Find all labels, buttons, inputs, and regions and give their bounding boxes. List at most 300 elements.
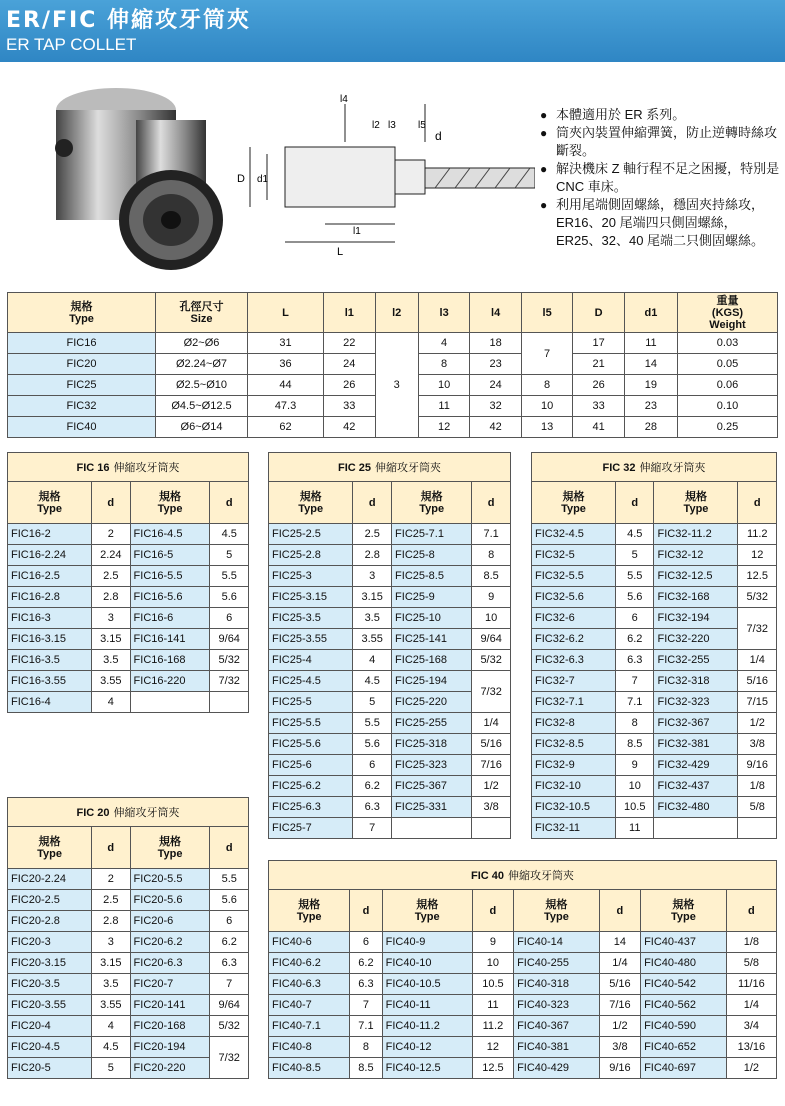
note-item: ● 利用尾端側固螺絲，穩固夾持絲攻，ER16、20 尾端四只側固螺絲，ER25、32、40 尾端二只側固螺絲。 [540, 196, 780, 250]
table-cell: FIC32-6 [532, 608, 616, 629]
table-cell: 2.8 [92, 911, 131, 932]
table-cell: 3/8 [472, 797, 511, 818]
table-cell: FIC20-5.5 [130, 869, 210, 890]
table-cell: FIC40-590 [641, 1016, 727, 1037]
table-cell: 9 [616, 755, 654, 776]
table-cell: 11 [624, 333, 677, 354]
table-row [269, 995, 777, 1016]
table-cell: FIC40-562 [641, 995, 727, 1016]
table-cell: 5.6 [210, 587, 249, 608]
table-cell: 44 [248, 375, 324, 396]
table-cell: 6.2 [210, 932, 249, 953]
table-cell: FIC25-10 [392, 608, 472, 629]
table-cell: 10 [521, 396, 573, 417]
table-cell: 7 [521, 333, 573, 375]
table-row [8, 692, 249, 713]
table-cell: FIC40-437 [641, 932, 727, 953]
table-cell: FIC32-8 [532, 713, 616, 734]
table-row [269, 932, 777, 953]
table-cell: FIC20-2.5 [8, 890, 92, 911]
table-row [269, 524, 511, 545]
table-cell: FIC40-12.5 [382, 1058, 472, 1079]
table-cell: FIC25-7.1 [392, 524, 472, 545]
table-cell: 3.15 [92, 953, 131, 974]
table-row [8, 545, 249, 566]
table-cell: FIC32-6.2 [532, 629, 616, 650]
note-item: ● 解決機床 Z 軸行程不足之困擾，特別是 CNC 車床。 [540, 160, 780, 196]
table-row [269, 587, 511, 608]
label-D: D [237, 173, 245, 185]
table-cell: 10 [418, 375, 470, 396]
collet-photo [36, 80, 226, 275]
table-cell: FIC40-11.2 [382, 1016, 472, 1037]
table-cell [210, 692, 249, 713]
table-cell: 1/4 [726, 995, 776, 1016]
table-cell: 10.5 [472, 974, 513, 995]
table-cell: FIC40-6 [269, 932, 350, 953]
table-cell: FIC32 [8, 396, 156, 417]
table-row [269, 953, 777, 974]
table-cell: FIC40-10 [382, 953, 472, 974]
dimension-diagram [235, 92, 535, 267]
table-cell: L [248, 293, 324, 333]
table-cell: 47.3 [248, 396, 324, 417]
label-l2: l2 [372, 120, 380, 131]
table-row [269, 566, 511, 587]
table-cell: FIC32-10 [532, 776, 616, 797]
table-row [532, 524, 777, 545]
table-cell: FIC32-11 [532, 818, 616, 839]
table-row [269, 797, 511, 818]
table-cell: 2.5 [92, 566, 131, 587]
table-cell: 32 [470, 396, 522, 417]
table-row [8, 1016, 249, 1037]
fic40-table [268, 860, 777, 1079]
table-cell: 6.3 [353, 797, 392, 818]
label-d1: d1 [257, 174, 269, 185]
table-cell: 6 [353, 755, 392, 776]
table-cell: 6.3 [350, 974, 382, 995]
table-cell: 6.2 [616, 629, 654, 650]
table-cell: 9/16 [738, 755, 777, 776]
col-type: 規格 Type [269, 890, 350, 932]
table-cell: FIC32-5.5 [532, 566, 616, 587]
table-cell: 1/2 [726, 1058, 776, 1079]
col-d: d [350, 890, 382, 932]
table-cell: 7/15 [738, 692, 777, 713]
col-d: d [92, 827, 131, 869]
page-title: ER/FIC 伸縮攻牙筒夾 [6, 8, 252, 33]
table-cell: FIC16-2.24 [8, 545, 92, 566]
table-cell: FIC16 [8, 333, 156, 354]
table-cell: FIC25-5 [269, 692, 353, 713]
table-row [269, 671, 511, 692]
table-cell: 孔徑尺寸 Size [156, 293, 248, 333]
table-cell: 24 [470, 375, 522, 396]
note-item: ● 本體適用於 ER 系列。 [540, 106, 780, 124]
table-cell: 7 [210, 974, 249, 995]
table-cell: 8 [472, 545, 511, 566]
table-cell: FIC20-7 [130, 974, 210, 995]
label-l3: l3 [388, 120, 396, 131]
table-cell: 5/8 [726, 953, 776, 974]
table-cell: FIC20-2.24 [8, 869, 92, 890]
fic20-table [7, 797, 249, 1079]
table-cell: 3 [353, 566, 392, 587]
table-cell: 1/4 [738, 650, 777, 671]
table-cell: 0.10 [678, 396, 778, 417]
table-row [269, 713, 511, 734]
table-cell: 5.5 [210, 869, 249, 890]
table-cell: 7.1 [350, 1016, 382, 1037]
table-cell: 0.03 [678, 333, 778, 354]
table-cell: 7/32 [210, 671, 249, 692]
table-cell: l4 [470, 293, 522, 333]
fic16-table [7, 452, 249, 713]
table-cell: 7 [350, 995, 382, 1016]
table-cell: FIC25-6.3 [269, 797, 353, 818]
col-type: 規格 Type [641, 890, 727, 932]
table-cell: 9 [472, 587, 511, 608]
table-cell: 8 [616, 713, 654, 734]
table-row [269, 629, 511, 650]
table-cell: FIC20-220 [130, 1058, 210, 1079]
table-cell: 11 [616, 818, 654, 839]
table-cell: 9/64 [210, 995, 249, 1016]
table-cell: FIC25-331 [392, 797, 472, 818]
table-cell: 2 [92, 524, 131, 545]
table-cell: 12.5 [472, 1058, 513, 1079]
table-cell: 6.2 [350, 953, 382, 974]
table-row [8, 566, 249, 587]
table-row [532, 608, 777, 629]
table-cell: FIC20-194 [130, 1037, 210, 1058]
table-cell: 0.05 [678, 354, 778, 375]
table-cell: 4 [92, 692, 131, 713]
col-type: 規格 Type [8, 827, 92, 869]
table-cell: FIC40-9 [382, 932, 472, 953]
table-row [8, 650, 249, 671]
col-type: 規格 Type [269, 482, 353, 524]
table-cell: 7/16 [599, 995, 640, 1016]
note-item: ● 筒夾內裝置伸縮彈簧，防止逆轉時絲攻斷裂。 [540, 124, 780, 160]
table-cell: FIC16-6 [130, 608, 210, 629]
table-cell: 17 [573, 333, 625, 354]
table-row [269, 755, 511, 776]
table-cell: 5/32 [472, 650, 511, 671]
col-d: d [599, 890, 640, 932]
table-cell: 26 [324, 375, 376, 396]
table-cell: 13 [521, 417, 573, 438]
table-cell: FIC32-168 [654, 587, 738, 608]
table-cell: 6.3 [616, 650, 654, 671]
table-cell: 5.5 [616, 566, 654, 587]
table-cell: 5/16 [472, 734, 511, 755]
table-cell: 2.5 [353, 524, 392, 545]
table-row [532, 587, 777, 608]
table-cell: FIC32-4.5 [532, 524, 616, 545]
table-cell: FIC20-6.2 [130, 932, 210, 953]
table-row [269, 734, 511, 755]
table-cell: 4.5 [92, 1037, 131, 1058]
table-cell: 42 [324, 417, 376, 438]
table-cell: 8.5 [616, 734, 654, 755]
table-cell: FIC16-2.5 [8, 566, 92, 587]
table-row [269, 608, 511, 629]
table-row [532, 776, 777, 797]
table-cell: FIC16-3.15 [8, 629, 92, 650]
table-row [269, 545, 511, 566]
table-cell: 5.5 [353, 713, 392, 734]
table-cell: 1/4 [599, 953, 640, 974]
table-cell: 8 [418, 354, 470, 375]
table-cell: 12 [738, 545, 777, 566]
table-cell: 24 [324, 354, 376, 375]
table-cell: 1/2 [472, 776, 511, 797]
col-d: d [92, 482, 131, 524]
table-row [532, 545, 777, 566]
table-cell: 7/16 [472, 755, 511, 776]
table-cell: 23 [624, 396, 677, 417]
table-cell: 2.24 [92, 545, 131, 566]
table-cell: FIC25-9 [392, 587, 472, 608]
table-cell: 5/32 [210, 1016, 249, 1037]
table-cell: 7.1 [472, 524, 511, 545]
table-cell: 6.2 [353, 776, 392, 797]
table-cell: 12 [472, 1037, 513, 1058]
table-cell: 8 [350, 1037, 382, 1058]
table-cell: 3.15 [92, 629, 131, 650]
table-row [8, 629, 249, 650]
table-cell: 6.3 [210, 953, 249, 974]
table-row [532, 818, 777, 839]
table-cell: 9/64 [210, 629, 249, 650]
table-cell: FIC25-318 [392, 734, 472, 755]
spec-table [7, 292, 778, 438]
table-row [8, 333, 778, 354]
table-cell: 3/8 [599, 1037, 640, 1058]
table-cell: 10 [472, 953, 513, 974]
table-cell: FIC16-5 [130, 545, 210, 566]
col-d: d [353, 482, 392, 524]
table-cell: FIC20-3.55 [8, 995, 92, 1016]
table-row [532, 566, 777, 587]
table-cell: 18 [470, 333, 522, 354]
col-type: 規格 Type [8, 482, 92, 524]
table-cell: FIC25-4.5 [269, 671, 353, 692]
table-cell: 4.5 [353, 671, 392, 692]
table-cell: FIC40-11 [382, 995, 472, 1016]
table-row [8, 671, 249, 692]
table-cell: 9/16 [599, 1058, 640, 1079]
table-cell: FIC32-318 [654, 671, 738, 692]
table-cell: FIC16-3.55 [8, 671, 92, 692]
col-type: 規格 Type [514, 890, 600, 932]
table-cell: FIC16-2.8 [8, 587, 92, 608]
table-cell: FIC40-697 [641, 1058, 727, 1079]
table-row [269, 818, 511, 839]
table-cell: FIC20-4.5 [8, 1037, 92, 1058]
table-cell: FIC25-323 [392, 755, 472, 776]
table-cell: FIC40-6.3 [269, 974, 350, 995]
table-cell: 21 [573, 354, 625, 375]
fic32-table [531, 452, 777, 839]
table-row [532, 734, 777, 755]
table-cell: 8.5 [350, 1058, 382, 1079]
table-cell: 2.8 [92, 587, 131, 608]
table-cell: 14 [599, 932, 640, 953]
col-type: 規格 Type [532, 482, 616, 524]
table-cell: 5 [210, 545, 249, 566]
page-subtitle: ER TAP COLLET [6, 35, 137, 54]
col-d: d [616, 482, 654, 524]
table-cell: 3.55 [353, 629, 392, 650]
table-cell: FIC32-220 [654, 629, 738, 650]
table-cell: FIC25-3.15 [269, 587, 353, 608]
table-cell: FIC20-3.15 [8, 953, 92, 974]
table-cell: 1/2 [599, 1016, 640, 1037]
table-cell: 3 [92, 932, 131, 953]
table-row [8, 911, 249, 932]
table-cell [392, 818, 472, 839]
table-cell: FIC32-5.6 [532, 587, 616, 608]
table-cell: 2.5 [92, 890, 131, 911]
table-cell: 5/32 [210, 650, 249, 671]
table-cell: 0.06 [678, 375, 778, 396]
table-cell: FIC25-6.2 [269, 776, 353, 797]
table-cell: FIC40-542 [641, 974, 727, 995]
col-d: d [726, 890, 776, 932]
label-d: d [435, 129, 442, 143]
table-cell: FIC32-255 [654, 650, 738, 671]
table-cell: FIC40-480 [641, 953, 727, 974]
table-cell: 11.2 [738, 524, 777, 545]
table-cell: FIC16-4 [8, 692, 92, 713]
table-cell: FIC40-10.5 [382, 974, 472, 995]
table-cell: FIC32-6.3 [532, 650, 616, 671]
table-cell: 7.1 [616, 692, 654, 713]
table-cell: 1/2 [738, 713, 777, 734]
table-cell: 28 [624, 417, 677, 438]
table-cell: Ø2~Ø6 [156, 333, 248, 354]
table-cell: FIC25-367 [392, 776, 472, 797]
table-row [8, 953, 249, 974]
table-cell: 3/4 [726, 1016, 776, 1037]
table-cell: FIC20 [8, 354, 156, 375]
table-cell: FIC16-5.5 [130, 566, 210, 587]
table-cell: FIC40-12 [382, 1037, 472, 1058]
table-cell: 7/32 [738, 608, 777, 650]
table-cell: FIC32-429 [654, 755, 738, 776]
table-cell: 0.25 [678, 417, 778, 438]
table-cell: 36 [248, 354, 324, 375]
table-cell: FIC40-7.1 [269, 1016, 350, 1037]
table-cell: 26 [573, 375, 625, 396]
table-cell: FIC25-194 [392, 671, 472, 692]
table-cell: FIC32-5 [532, 545, 616, 566]
table-cell: 5 [616, 545, 654, 566]
table-row [532, 797, 777, 818]
table-cell: 12 [418, 417, 470, 438]
table-cell: 3 [92, 608, 131, 629]
table-cell: 5 [92, 1058, 131, 1079]
table-row [8, 1037, 249, 1058]
table-cell: 42 [470, 417, 522, 438]
table-cell: 8 [521, 375, 573, 396]
table-cell: 11 [472, 995, 513, 1016]
table-cell: 5.6 [353, 734, 392, 755]
table-cell: 1/4 [472, 713, 511, 734]
table-title: FIC 16 伸縮攻牙筒夾 [8, 453, 249, 482]
table-row [269, 1016, 777, 1037]
table-cell: FIC32-437 [654, 776, 738, 797]
table-cell: FIC40-318 [514, 974, 600, 995]
table-row [8, 974, 249, 995]
table-cell: 6 [210, 608, 249, 629]
table-cell: 3.55 [92, 671, 131, 692]
table-cell: 13/16 [726, 1037, 776, 1058]
table-cell: FIC40-14 [514, 932, 600, 953]
table-cell: 19 [624, 375, 677, 396]
table-row [269, 1058, 777, 1079]
table-cell: l5 [521, 293, 573, 333]
table-cell: Ø4.5~Ø12.5 [156, 396, 248, 417]
table-cell: 12.5 [738, 566, 777, 587]
table-cell: 4 [418, 333, 470, 354]
table-cell: FIC20-5.6 [130, 890, 210, 911]
table-cell: 1/8 [738, 776, 777, 797]
table-cell: l1 [324, 293, 376, 333]
table-cell: FIC40-6.2 [269, 953, 350, 974]
table-cell: l3 [418, 293, 470, 333]
table-cell: FIC32-8.5 [532, 734, 616, 755]
table-cell: FIC32-9 [532, 755, 616, 776]
table-cell: FIC25-2.8 [269, 545, 353, 566]
label-l5: l5 [418, 120, 426, 131]
table-cell: 4.5 [210, 524, 249, 545]
table-row [8, 932, 249, 953]
table-title: FIC 25 伸縮攻牙筒夾 [269, 453, 511, 482]
fic25-table [268, 452, 511, 839]
table-cell: FIC32-7 [532, 671, 616, 692]
table-cell: 7 [616, 671, 654, 692]
table-cell: FIC16-3.5 [8, 650, 92, 671]
table-row [532, 713, 777, 734]
table-row [8, 587, 249, 608]
table-cell: 4.5 [616, 524, 654, 545]
table-row [532, 650, 777, 671]
col-type: 規格 Type [382, 890, 472, 932]
table-cell: 9 [472, 932, 513, 953]
table-cell: FIC20-6 [130, 911, 210, 932]
table-cell: FIC25-3 [269, 566, 353, 587]
table-cell: 5.6 [616, 587, 654, 608]
table-cell: FIC25-141 [392, 629, 472, 650]
table-cell: 22 [324, 333, 376, 354]
table-cell: 2.8 [353, 545, 392, 566]
table-cell: FIC32-10.5 [532, 797, 616, 818]
table-cell: FIC40-652 [641, 1037, 727, 1058]
table-cell: 3.15 [353, 587, 392, 608]
table-cell: FIC32-381 [654, 734, 738, 755]
table-row [8, 524, 249, 545]
table-cell: 3.5 [92, 974, 131, 995]
table-cell: l2 [375, 293, 418, 333]
table-cell: FIC25-4 [269, 650, 353, 671]
table-cell: 規格 Type [8, 293, 156, 333]
table-cell: FIC16-2 [8, 524, 92, 545]
table-cell: 5.6 [210, 890, 249, 911]
